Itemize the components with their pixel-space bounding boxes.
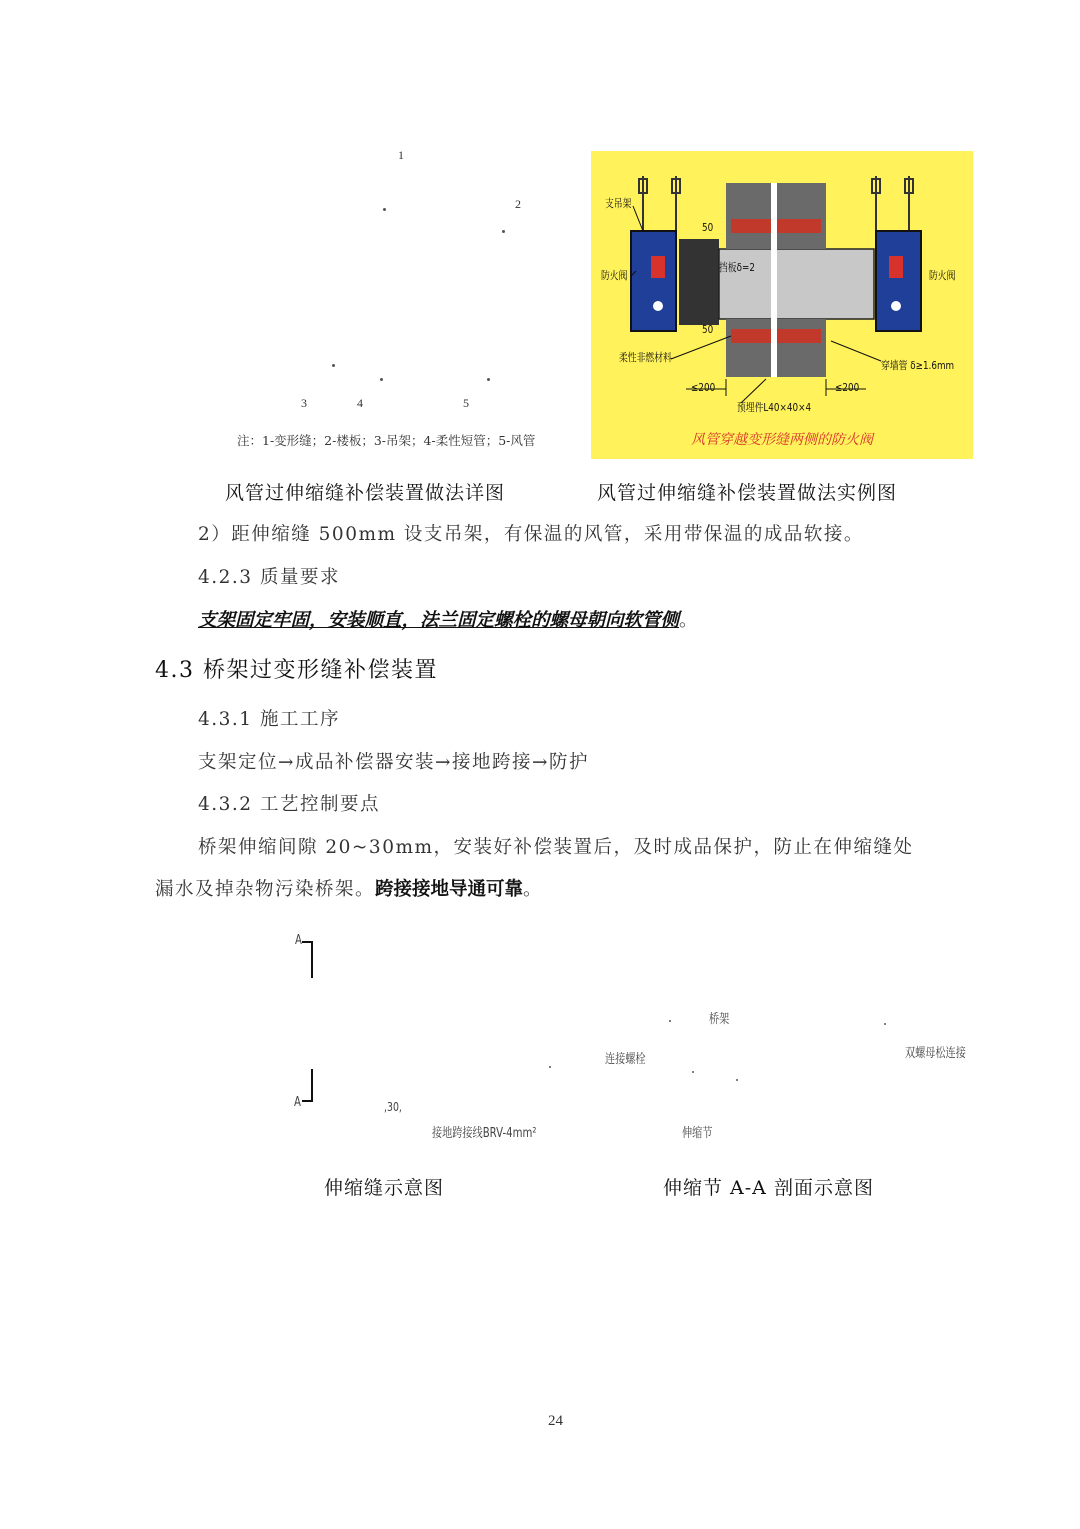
- label-bridge: 桥架: [709, 1012, 730, 1027]
- figure-number-4: 4: [357, 396, 363, 410]
- photo-title: 风管穿越变形缝两侧的防火阀: [691, 432, 873, 448]
- drawing-dot: [549, 1066, 551, 1068]
- label-dim-bottom: 50: [702, 323, 714, 336]
- drawing-dot: [736, 1079, 738, 1081]
- heading-4-3: 4.3 桥架过变形缝补偿装置: [155, 658, 438, 683]
- quality-requirement: [198, 606, 699, 632]
- caption-example-photo: 风管过伸缩缝补偿装置做法实例图: [597, 482, 898, 504]
- label-le200-right: ≤200: [835, 381, 860, 394]
- label-ground-wire: 接地跨接线BRV-4mm²: [432, 1126, 537, 1141]
- paragraph-control-line2-a: 漏水及掉杂物污染桥架。: [155, 879, 376, 900]
- label-plate: 挡板δ=2: [719, 261, 755, 274]
- gap-value: 30: [386, 1100, 399, 1114]
- label-expansion: 伸缩节: [682, 1126, 713, 1141]
- label-wall-pipe: 穿墙管 δ≥1.6mm: [881, 359, 955, 372]
- section-4-3-1: 4.3.1 施工工序: [198, 709, 340, 730]
- label-connect-bolt: 连接螺栓: [605, 1052, 646, 1067]
- section-4-2-3: 4.2.3 质量要求: [198, 567, 340, 588]
- paragraph-hanger-distance: 2）距伸缩缝 500mm 设支吊架，有保温的风管，采用带保温的成品软接。: [198, 524, 864, 545]
- drawing-dot: [502, 230, 505, 233]
- figure-number-5: 5: [463, 396, 469, 410]
- figure-number-1: 1: [398, 148, 404, 162]
- section-mark-bottom-line: [300, 1065, 320, 1110]
- drawing-dot: [884, 1023, 886, 1025]
- caption-expansion-joint: 伸缩缝示意图: [324, 1177, 445, 1199]
- drawing-dot: [380, 378, 383, 381]
- quality-requirement-tail: 。: [679, 610, 700, 631]
- label-hanger: 支吊架: [605, 197, 632, 210]
- label-embedded: 预埋件L40×40×4: [737, 401, 812, 414]
- drawing-dot: [487, 378, 490, 381]
- figure-number-2: 2: [515, 197, 521, 211]
- paragraph-control-line2-bold: 跨接接地导通可靠: [375, 879, 524, 900]
- drawing-dot: [669, 1020, 671, 1022]
- caption-detail-drawing: 风管过伸缩缝补偿装置做法详图: [225, 482, 506, 504]
- section-4-3-2: 4.3.2 工艺控制要点: [198, 794, 380, 815]
- label-double-nut: 双螺母松连接: [905, 1046, 966, 1061]
- page-number: 24: [548, 1413, 563, 1429]
- fire-valve-photo: [591, 151, 973, 459]
- gap-dimension: ,30,: [384, 1100, 402, 1114]
- label-flexible: 柔性非燃材料: [619, 351, 672, 364]
- drawing-dot: [692, 1071, 694, 1073]
- label-le200-left: ≤200: [691, 381, 716, 394]
- label-fire-valve-left: 防火阀: [601, 269, 628, 282]
- figure-note: 注：1-变形缝；2-楼板；3-吊架；4-柔性短管；5-风管: [237, 433, 536, 448]
- paragraph-control-line2: [155, 875, 543, 901]
- drawing-dot: [332, 364, 335, 367]
- section-mark-top-line: [300, 938, 320, 983]
- quality-requirement-bold: 支架固定牢固，安装顺直，法兰固定螺栓的螺母朝向软管侧: [198, 610, 680, 631]
- figure-number-3: 3: [301, 396, 307, 410]
- caption-section-aa: 伸缩节 A-A 剖面示意图: [663, 1177, 874, 1199]
- construction-process: 支架定位→成品补偿器安装→接地跨接→防护: [198, 752, 590, 773]
- paragraph-control-line2-c: 。: [523, 879, 544, 900]
- drawing-dot: [383, 208, 386, 211]
- label-dim-top: 50: [702, 221, 714, 234]
- section-mark-bottom: A: [294, 1095, 301, 1110]
- label-fire-valve-right: 防火阀: [929, 269, 956, 282]
- paragraph-control-line1: 桥架伸缩间隙 20~30mm，安装好补偿装置后，及时成品保护，防止在伸缩缝处: [198, 837, 914, 858]
- section-mark-top: A: [295, 933, 302, 948]
